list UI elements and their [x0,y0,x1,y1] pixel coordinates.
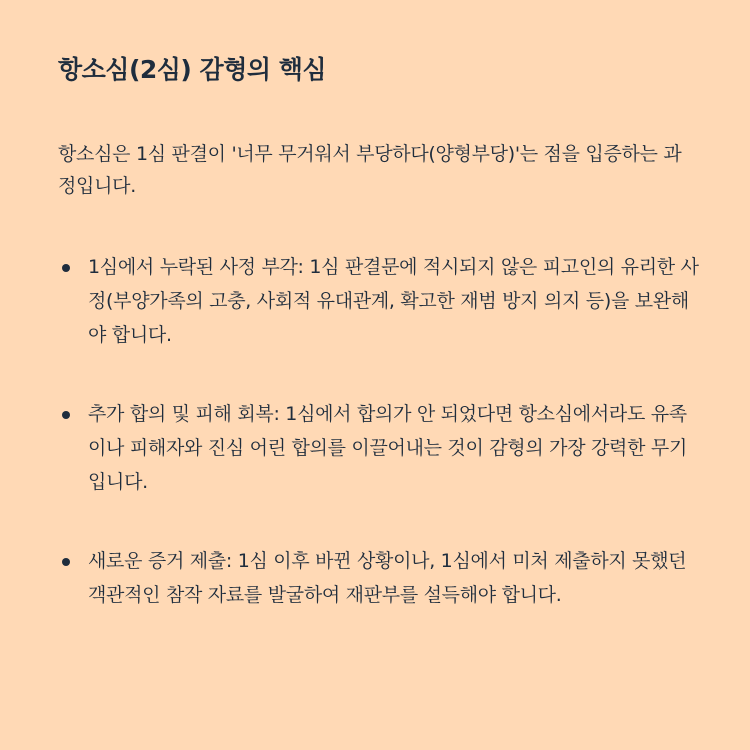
bullet-icon [62,558,70,566]
list-item-text: 새로운 증거 제출: 1심 이후 바뀐 상황이나, 1심에서 미처 제출하지 못했던 객관적인 참작 자료를 발굴하여 재판부를 설득해야 합니다. [88,550,687,606]
bullet-icon [62,264,70,272]
list-item-text: 추가 합의 및 피해 회복: 1심에서 합의가 안 되었다면 항소심에서라도 유족이나 피해자와 진심 어린 합의를 이끌어내는 것이 감형의 가장 강력한 무기입니다. [88,403,688,493]
intro-paragraph: 항소심은 1심 판결이 '너무 무거워서 부당하다(양형부당)'는 점을 입증하는 과정입니다. [58,143,682,197]
list-item-text: 1심에서 누락된 사정 부각: 1심 판결문에 적시되지 않은 피고인의 유리한 사정(부양가족의 고충, 사회적 유대관계, 확고한 재범 방지 의지 등)을 보완해야 합니다. [88,256,699,346]
list-item [58,544,700,612]
key-points-list [58,250,699,612]
list-item [58,250,700,352]
list-item [58,397,700,499]
page-title: 항소심(2심) 감형의 핵심 [58,55,327,84]
bullet-icon [62,411,70,419]
